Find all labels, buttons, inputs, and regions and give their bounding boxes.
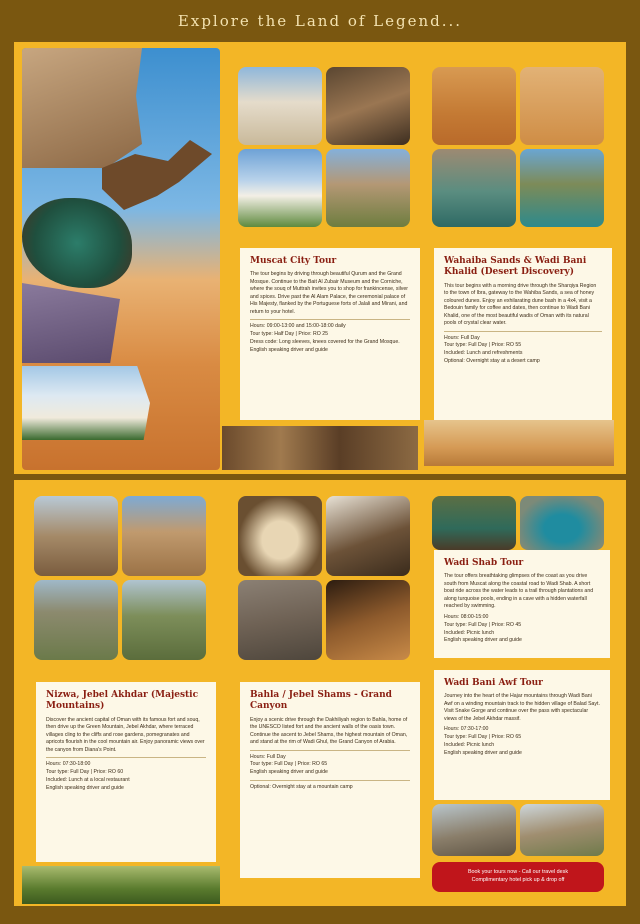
wadi-shab-tour-guide: English speaking driver and guide — [444, 637, 522, 644]
wadi-bani-awf-tour-type: Tour type: Full Day | Price: RO 65 — [444, 734, 522, 741]
hero-collage — [22, 48, 220, 470]
nizwa-tour-description: Discover the ancient capital of Oman with its famous fort and souq, then drive up the Green Mountain, Jebel Akhdar, where terraced villages cling to the cliffs and rose gardens, pomegranates and apricots flourish in the cool mountain air. Enjoy panoramic views over the canyon from Diana's Point. — [46, 716, 205, 753]
muscat-tour-description: The tour begins by driving through beautiful Qurum and the Grand Mosque. Continue to the Bait Al Zubair Museum and the Corniche, where the souq of Muttrah invites you to shop for frankincense, silver and spices. Drive past the Al Alam Palace, the ceremonial palace of His Majesty, flanked by the Portuguese forts of Jalali and Mirani, and return to your hotel. — [250, 271, 409, 315]
mountain-road-image — [432, 804, 516, 856]
wadi-shab-tour-title: Wadi Shab Tour — [444, 558, 524, 568]
divider — [250, 780, 410, 781]
jebel-shams-tour-guide: English speaking driver and guide — [250, 769, 328, 776]
wadi-bani-awf-tour-title: Wadi Bani Awf Tour — [444, 678, 543, 688]
wadi-shab-tour-card — [434, 550, 610, 658]
mosque-image — [238, 67, 322, 145]
wadi-bani-awf-tour-guide: English speaking driver and guide — [444, 749, 522, 756]
wahiba-tour-included: Included: Lunch and refreshments — [444, 350, 523, 357]
divider — [46, 757, 206, 758]
wadi-rocks-image — [432, 149, 516, 227]
nizwa-tour-type: Tour type: Full Day | Price: RO 60 — [46, 768, 124, 775]
wadi-shab-tour-included: Included: Picnic lunch — [444, 629, 495, 636]
wahiba-tour-card — [434, 248, 612, 420]
page-title: Explore the Land of Legend... — [177, 12, 463, 30]
jebel-shams-tour-hours: Hours: Full Day — [250, 753, 286, 760]
jebel-shams-tour-optional: Optional: Overnight stay at a mountain camp — [250, 784, 353, 791]
jebel-shams-tour-type: Tour type: Full Day | Price: RO 65 — [250, 761, 328, 768]
nizwa-tour-hours: Hours: 07:30-18:00 — [46, 761, 91, 768]
nizwa-tour-included: Included: Lunch at a local restaurant — [46, 776, 130, 783]
stone-village-image — [34, 496, 118, 576]
muscat-tour-type: Tour type: Half Day | Price: RO 25 — [250, 331, 329, 338]
nizwa-tour-title: Nizwa, Jebel Akhdar (Majestic Mountains) — [46, 690, 199, 712]
wadi-bani-awf-tour-included: Included: Picnic lunch — [444, 741, 495, 748]
wahiba-tour-optional: Optional: Overnight stay at a desert camp — [444, 358, 540, 365]
wahiba-tour-description: This tour begins with a morning drive through the Sharqiya Region to the town of Ibra, gateway to the Wahiba Sands, a sea of honey coloured dunes. Enjoy an exhilarating dune bash in a 4x4, visit a Bedouin family for coffee and dates, then continue to Wadi Bani Khalid, one of the most beautiful wadis of Oman with its natural pools of crystal clear water. — [444, 282, 597, 327]
wadi-shab-tour-description: The tour offers breathtaking glimpses of the coast as you drive south from Muscat along the coastal road to Wadi Shab. A short boat ride across the water leads to a trail through plantations and along turquoise pools, ending in a cave with a hidden waterfall reached by swimming. — [444, 573, 594, 610]
mud-houses-image — [122, 496, 206, 576]
terraced-valley-image — [34, 580, 118, 660]
camel-image — [520, 67, 604, 145]
palace-image — [22, 366, 150, 440]
fort-walls-image — [326, 149, 410, 227]
wadi-bani-awf-tour-description: Journey into the heart of the Hajar mountains through Wadi Bani Awf on a winding mountain track to the hidden village of Balad Sayt. Visit Snake Gorge and continue over the pass with spectacular views of the Jebel Akhdar massif. — [444, 693, 600, 722]
fort-archway-image — [238, 496, 322, 576]
green-mountain-image — [122, 580, 206, 660]
white-palace-image — [238, 149, 322, 227]
wadi-palms-image — [520, 149, 604, 227]
muscat-tour-title: Muscat City Tour — [250, 256, 337, 266]
nizwa-tour-guide: English speaking driver and guide — [46, 784, 124, 791]
wadi-bani-awf-tour-card — [434, 670, 610, 800]
wadi-shab-tour-hours: Hours: 08:00-15:00 — [444, 613, 489, 620]
nizwa-tour-card — [36, 682, 216, 862]
green-field-strip-image — [22, 866, 220, 904]
muscat-tour-card — [240, 248, 420, 420]
divider — [250, 750, 410, 751]
market-strip-image — [222, 426, 418, 470]
wadi-bani-awf-tour-hours: Hours: 07:30-17:00 — [444, 726, 489, 733]
village-valley-image — [520, 804, 604, 856]
muscat-tour-dress: Dress code: Long sleeves, knees covered for the Grand Mosque. — [250, 339, 400, 346]
book-now-banner[interactable] — [432, 862, 604, 892]
muscat-tour-guide: English speaking driver and guide — [250, 346, 328, 353]
jebel-shams-tour-title: Bahla / Jebel Shams - Grand Canyon — [250, 690, 392, 712]
book-now-line-1: Book your tours now - Call our travel desk — [467, 869, 569, 875]
jebel-shams-tour-description: Enjoy a scenic drive through the Dakhiliyah region to Bahla, home of the UNESCO listed fort and the ancient walls of the oasis town. Continue the ascent to Jebel Shams, the highest mountain of Oman, and stand at the rim of Wadi Ghul, the Grand Canyon of Arabia. — [250, 716, 408, 746]
canyon-image — [238, 580, 322, 660]
wadi-shab-pool-image — [520, 496, 604, 550]
market-vendors-image — [326, 496, 410, 576]
wadi-shab-swimmer-image — [432, 496, 516, 550]
wahiba-tour-type: Tour type: Full Day | Price: RO 55 — [444, 342, 522, 349]
book-now-line-2: Complimentary hotel pick up & drop off — [471, 877, 565, 884]
souq-image — [326, 67, 410, 145]
desert-4x4-image — [432, 67, 516, 145]
pottery-image — [326, 580, 410, 660]
muscat-tour-hours: Hours: 09:00-13:00 and 15:00-18:00 daily — [250, 323, 346, 330]
fort-image — [22, 48, 142, 168]
jebel-shams-tour-card — [240, 682, 420, 878]
divider — [444, 331, 602, 332]
divider — [250, 319, 410, 320]
camel-caravan-strip-image — [424, 420, 614, 466]
wadi-shab-tour-type: Tour type: Full Day | Price: RO 45 — [444, 621, 522, 628]
wahiba-tour-title: Wahaiba Sands & Wadi Bani Khalid (Desert Discovery) — [444, 256, 587, 278]
wahiba-tour-hours: Hours: Full Day — [444, 334, 480, 341]
